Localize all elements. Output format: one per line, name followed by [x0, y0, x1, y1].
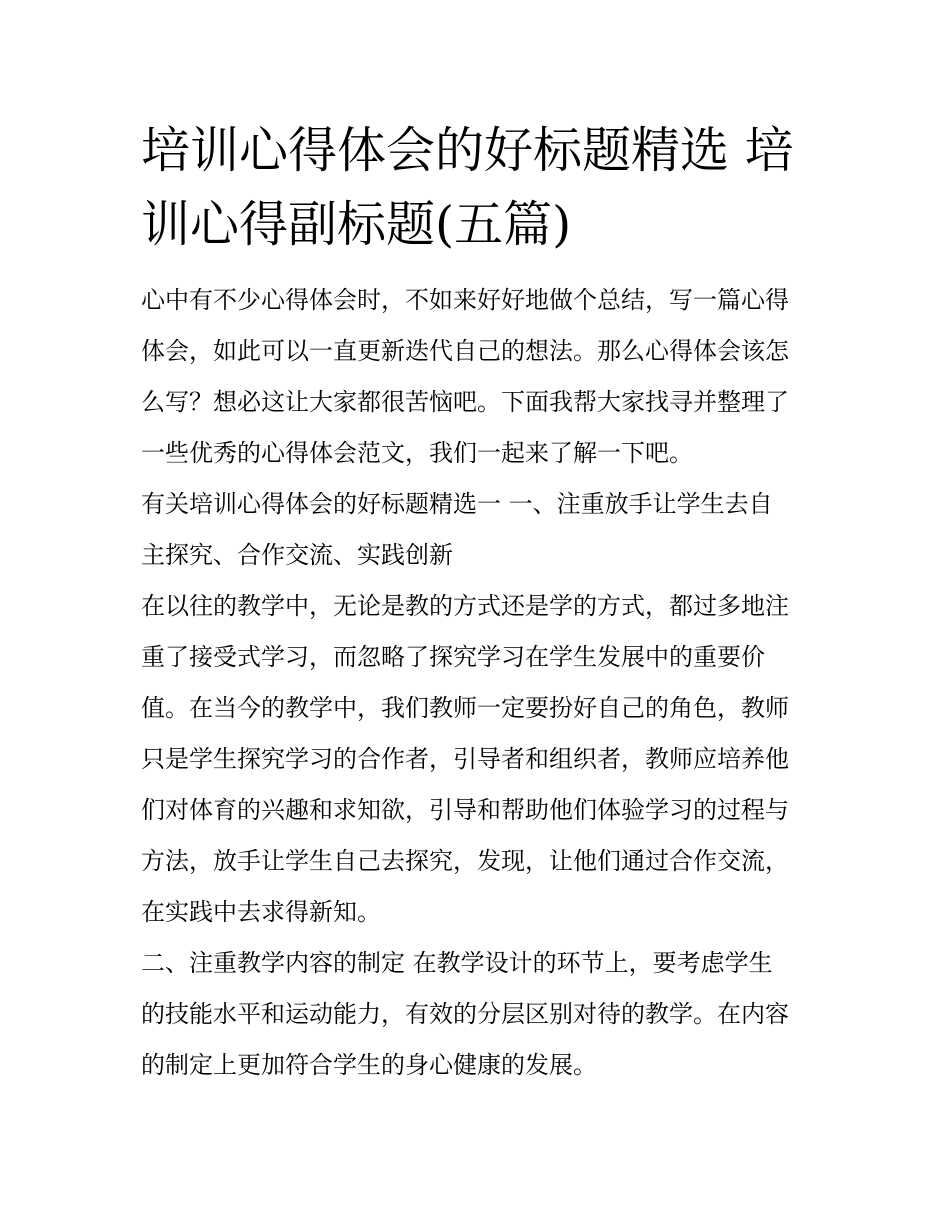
- text-line: 值。在当今的教学中，我们教师一定要扮好自己的角色，教师: [141, 694, 789, 722]
- title-line: 培训心得体会的好标题精选 培: [141, 122, 794, 179]
- text-line: 主探究、合作交流、实践创新: [141, 541, 453, 569]
- document-title: [141, 114, 813, 262]
- paragraph-teaching: [141, 581, 821, 938]
- text-line: 的制定上更加符合学生的身心健康的发展。: [141, 1051, 597, 1079]
- text-line: 一些优秀的心得体会范文，我们一起来了解一下吧。: [141, 439, 693, 467]
- document-body: [141, 275, 821, 1091]
- paragraph-intro: [141, 275, 821, 479]
- text-line: 在实践中去求得新知。: [141, 898, 381, 926]
- paragraph-section-heading: [141, 479, 821, 581]
- text-line: 们对体育的兴趣和求知欲，引导和帮助他们体验学习的过程与: [141, 796, 789, 824]
- text-line: 重了接受式学习，而忽略了探究学习在学生发展中的重要价: [141, 643, 765, 671]
- title-line: 训心得副标题(五篇): [141, 196, 572, 253]
- text-line: 体会，如此可以一直更新迭代自己的想法。那么心得体会该怎: [141, 337, 789, 365]
- text-line: 的技能水平和运动能力，有效的分层区别对待的教学。在内容: [141, 1000, 789, 1028]
- text-line: 么写？想必这让大家都很苦恼吧。下面我帮大家找寻并整理了: [141, 388, 789, 416]
- text-line: 方法，放手让学生自己去探究，发现，让他们通过合作交流，: [141, 847, 789, 875]
- text-line: 二、注重教学内容的制定 在教学设计的环节上，要考虑学生: [141, 949, 773, 977]
- text-line: 只是学生探究学习的合作者，引导者和组织者，教师应培养他: [141, 745, 789, 773]
- text-line: 心中有不少心得体会时，不如来好好地做个总结，写一篇心得: [141, 286, 789, 314]
- text-line: 有关培训心得体会的好标题精选一 一、注重放手让学生去自: [141, 490, 773, 518]
- paragraph-content: [141, 938, 821, 1091]
- text-line: 在以往的教学中，无论是教的方式还是学的方式，都过多地注: [141, 592, 789, 620]
